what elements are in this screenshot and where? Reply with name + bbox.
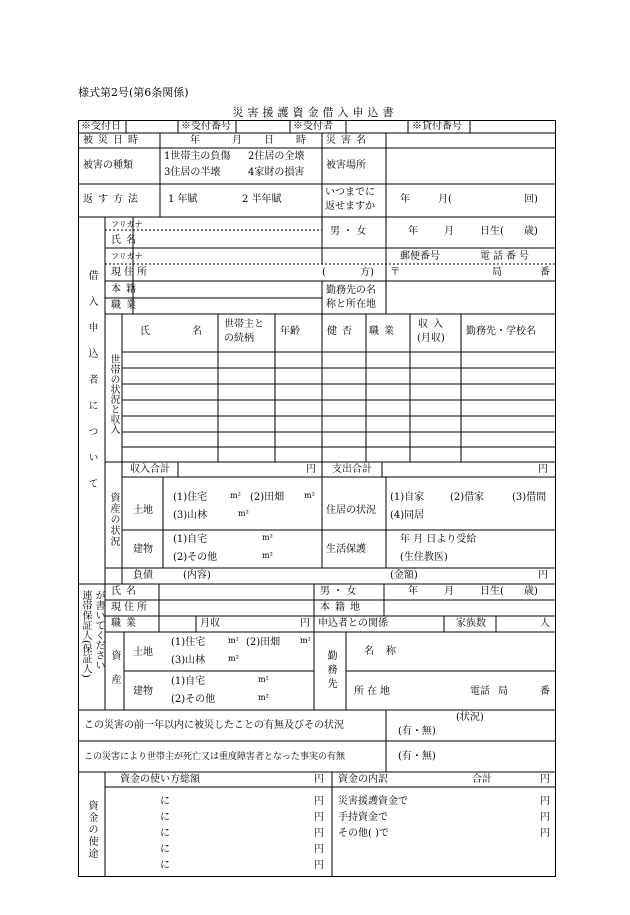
building-label: 建物 [133, 544, 153, 555]
loan-application-form [78, 120, 556, 877]
header-occupation: 職業 [369, 326, 399, 337]
birth-unit-month: 月 [444, 226, 454, 237]
phone-number: 番 [540, 267, 550, 278]
guarantor-work-label: 勤務先 [325, 650, 336, 692]
birth-unit-age: 歳) [524, 226, 538, 237]
loan-number-label: ※貸付番号 [412, 121, 462, 132]
header-health: 健否 [327, 326, 357, 337]
postal-code-label: 郵便番号 [400, 251, 440, 262]
guarantor-exchange: 局 [498, 686, 508, 697]
g-land-sqm-3: m² [228, 654, 239, 663]
debt-yen: 円 [538, 570, 548, 581]
land-sqm-3: m² [238, 509, 249, 518]
birth-unit-day: 日生( [480, 226, 504, 237]
other-fund-yen: 円 [540, 828, 550, 839]
housing-option-4: (4)同居 [390, 510, 425, 521]
repay-unit-count: 回) [524, 194, 538, 205]
usage-item-2: に [160, 812, 170, 823]
guarantor-number: 番 [540, 686, 550, 697]
header-monthly: (月収) [417, 333, 445, 344]
form-number: 様式第2号(第6条関係) [78, 86, 189, 99]
guarantor-birth-day: 日生( [480, 586, 504, 597]
g-land-option-3: (3)山林 [171, 655, 206, 666]
repayment-method-label: 返す方法 [83, 194, 143, 205]
address-paren: ( [322, 267, 326, 278]
usage-total-yen: 円 [314, 774, 324, 785]
family-count-unit: 人 [540, 618, 550, 629]
death-disability-yes-no: (有・無) [398, 751, 436, 762]
building-option-2: (2)その他 [173, 552, 218, 563]
usage-side-label: 資金の使途 [86, 800, 97, 860]
g-land-sqm-2: m² [300, 636, 311, 645]
family-count-label: 家族数 [456, 618, 486, 629]
receiver-label: ※受付者 [293, 121, 333, 132]
land-option-1: (1)住宅 [173, 492, 208, 503]
occupation-label: 職業 [111, 300, 141, 311]
building-option-1: (1)自宅 [173, 534, 208, 545]
domicile-label: 本籍 [111, 284, 141, 295]
receipt-date-label: ※受付日 [81, 121, 121, 132]
debt-content-label: (内容) [183, 570, 211, 581]
household-side-label: 世帯の状況と収入 [108, 354, 119, 434]
guarantor-building-label: 建物 [133, 686, 153, 697]
prior-disaster-yes-no: (有・無) [398, 726, 436, 737]
housing-option-2: (2)借家 [450, 492, 485, 503]
usage-item-1: に [160, 796, 170, 807]
guarantor-land-label: 土地 [133, 647, 153, 658]
header-name-2: 名 [192, 326, 202, 337]
own-fund-label: 手持資金で [338, 812, 388, 823]
furigana-label-2: フリガナ [111, 252, 143, 261]
g-building-option-1: (1)自宅 [171, 676, 206, 687]
g-building-sqm-1: m² [258, 675, 269, 684]
usage-item-3-yen: 円 [314, 828, 324, 839]
expense-total-yen: 円 [538, 464, 548, 475]
date-unit-month: 月 [232, 135, 242, 146]
address-ward: 方) [360, 267, 374, 278]
prior-disaster-question: この災害の前一年以内に被災したことの有無及びその状況 [84, 720, 344, 731]
relief-fund-yen: 円 [540, 796, 550, 807]
guarantor-phone-label: 電話 [470, 686, 490, 697]
housing-option-1: (1)自家 [390, 492, 425, 503]
damage-option-1: 1世帯主の負傷 [164, 151, 231, 162]
land-label: 土地 [133, 505, 153, 516]
applicant-sex: 男 ・ 女 [330, 226, 367, 237]
disaster-date-label: 被災日時 [83, 135, 143, 146]
land-option-2: (2)田畑 [250, 492, 285, 503]
birth-unit-year: 年 [408, 226, 418, 237]
form-title: 災害援護資金借入申込書 [232, 106, 398, 119]
death-disability-question: この災害により世帯主が死亡又は重度障害者となった事実の有無 [84, 752, 346, 762]
guarantor-domicile-label: 本籍地 [320, 602, 365, 613]
damage-option-3: 3住居の半壊 [164, 167, 221, 178]
guarantor-birth-year: 年 [408, 586, 418, 597]
housing-option-3: (3)借間 [512, 492, 547, 503]
damage-type-label: 被害の種類 [83, 160, 133, 171]
usage-total-label: 資金の使い方総額 [120, 774, 200, 785]
postal-mark: 〒 [390, 267, 400, 278]
furigana-label: フリガナ [111, 220, 143, 229]
usage-item-4: に [160, 844, 170, 855]
income-total-label: 収入合計 [130, 464, 170, 475]
land-option-3: (3)山林 [173, 510, 208, 521]
header-school: 勤務先・学校名 [466, 326, 536, 337]
other-fund-label: その他( )で [338, 828, 389, 839]
repay-unit-year: 年 [400, 194, 410, 205]
debt-amount-label: (金額) [390, 570, 418, 581]
applicant-name-label: 氏名 [111, 235, 141, 246]
repayment-annual: 1 年賦 [168, 194, 198, 205]
g-land-option-2: (2)田畑 [246, 637, 281, 648]
repayment-semiannual: 2 半年賦 [242, 194, 282, 205]
building-sqm-1: m² [262, 533, 273, 542]
assets-side-label: 資産の状況 [108, 492, 119, 547]
own-fund-yen: 円 [540, 812, 550, 823]
current-address-label: 現住所 [111, 267, 150, 278]
breakdown-label: 資金の内訳 [338, 774, 388, 785]
date-unit-year: 年 [190, 135, 200, 146]
workplace-label-2: 称と所在地 [326, 299, 376, 310]
workplace-label-1: 勤務先の名 [326, 285, 376, 296]
g-building-option-2: (2)その他 [171, 694, 216, 705]
land-sqm-1: m² [230, 491, 241, 500]
damage-place-label: 被害場所 [326, 160, 366, 171]
repay-unit-month: 月( [438, 194, 452, 205]
guarantor-birth-age: 歳) [524, 586, 538, 597]
guarantor-work-name-label: 名称 [364, 646, 408, 657]
phone-label: 電話番号 [480, 251, 532, 262]
date-unit-hour: 時 [296, 135, 306, 146]
header-age: 年齢 [280, 326, 300, 337]
guarantor-birth-month: 月 [444, 586, 454, 597]
guarantor-address-label: 現住所 [111, 602, 150, 613]
g-building-sqm-2: m² [258, 693, 269, 702]
welfare-line-2: (生住教医) [400, 552, 448, 563]
usage-item-3: に [160, 828, 170, 839]
g-land-option-1: (1)住宅 [171, 637, 206, 648]
debt-label: 負債 [133, 570, 153, 581]
breakdown-sum-yen: 円 [540, 774, 550, 785]
welfare-line-1: 年 月 日より受給 [400, 534, 477, 545]
expense-total-label: 支出合計 [332, 464, 372, 475]
usage-item-5: に [160, 860, 170, 871]
receipt-number-label: ※受付番号 [181, 121, 231, 132]
damage-option-2: 2住居の全壊 [248, 151, 305, 162]
applicant-section-label: 借入申込者について [86, 270, 97, 504]
phone-exchange: 局 [492, 267, 502, 278]
income-total-yen: 円 [306, 464, 316, 475]
disaster-name-label: 災害名 [326, 135, 371, 146]
guarantor-monthly-yen: 円 [300, 618, 310, 629]
guarantor-relation-label: 申込者との関係 [318, 618, 388, 629]
guarantor-side-note: が書いてください [93, 590, 104, 670]
usage-item-1-yen: 円 [314, 796, 324, 807]
header-relation-2: の続柄 [224, 333, 254, 344]
usage-item-4-yen: 円 [314, 844, 324, 855]
guarantor-side-label: 連帯保証人(保証人) [80, 590, 91, 678]
g-land-sqm-1: m² [228, 636, 239, 645]
header-income: 収入 [418, 319, 448, 330]
prior-disaster-status: (状況) [456, 712, 484, 723]
guarantor-occupation-label: 職業 [111, 618, 141, 629]
header-relation-1: 世帯主と [224, 319, 264, 330]
welfare-label: 生活保護 [326, 544, 366, 555]
usage-item-2-yen: 円 [314, 812, 324, 823]
guarantor-monthly-label: 月収 [200, 618, 220, 629]
damage-option-4: 4家財の損害 [248, 167, 305, 178]
repay-until-label-1: いつまでに [325, 187, 375, 198]
housing-label: 住居の状況 [326, 505, 376, 516]
guarantor-sex: 男 ・ 女 [320, 586, 357, 597]
guarantor-assets-label: 資産 [109, 650, 120, 698]
breakdown-sum-label: 合計 [472, 774, 492, 785]
guarantor-name-label: 氏名 [111, 586, 141, 597]
guarantor-work-address-label: 所在地 [354, 686, 393, 697]
date-unit-day: 日 [264, 135, 274, 146]
building-sqm-2: m² [262, 551, 273, 560]
relief-fund-label: 災害援護資金で [338, 796, 408, 807]
land-sqm-2: m² [304, 491, 315, 500]
repay-until-label-2: 返せますか [325, 201, 375, 212]
header-name-1: 氏 [140, 326, 150, 337]
usage-item-5-yen: 円 [314, 860, 324, 871]
